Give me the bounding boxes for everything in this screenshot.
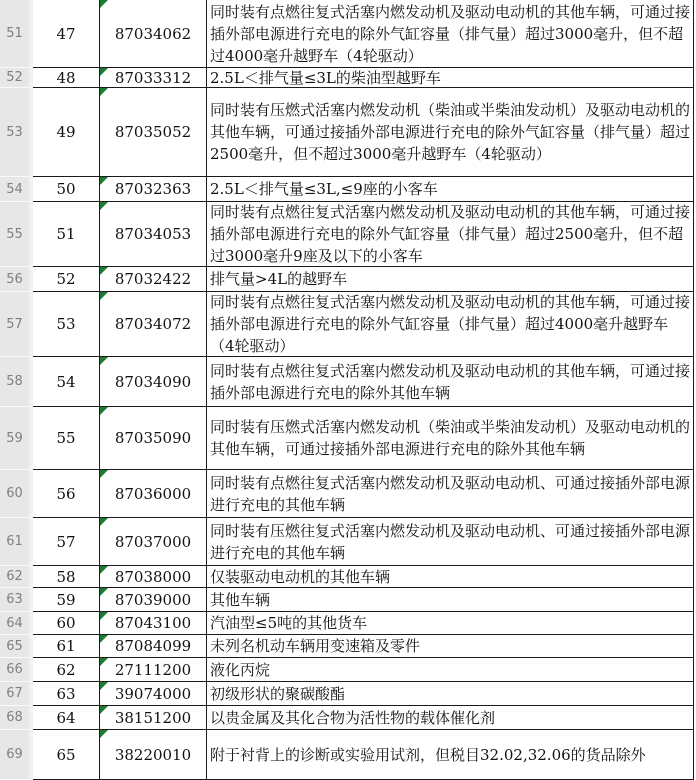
hs-code-text: 87084099 <box>114 637 192 655</box>
description-cell[interactable]: 汽油型≤5吨的其他货车 <box>207 612 694 635</box>
hs-code-text: 87043100 <box>114 614 192 632</box>
excel-row-header[interactable]: 55 <box>0 202 33 267</box>
sequence-number-cell[interactable]: 58 <box>33 566 100 588</box>
error-indicator-triangle-icon <box>100 566 108 574</box>
excel-row-header[interactable]: 54 <box>0 177 33 202</box>
error-indicator-triangle-icon <box>100 68 108 76</box>
error-indicator-triangle-icon <box>100 682 108 690</box>
error-indicator-triangle-icon <box>100 0 108 8</box>
hs-code-text: 87034090 <box>114 372 192 391</box>
description-cell[interactable]: 同时装有压燃式活塞内燃发动机（柴油或半柴油发动机）及驱动电动机的其他车辆，可通过接插外部电源进行充电的除外气缸容量（排气量）超过2500毫升，但不超过3000毫升越野车（4轮驱动） <box>207 88 694 177</box>
error-indicator-triangle-icon <box>100 292 108 300</box>
table-row <box>0 357 694 407</box>
excel-row-header[interactable]: 62 <box>0 566 33 588</box>
description-cell[interactable]: 同时装有点燃往复式活塞内燃发动机及驱动电动机的其他车辆，可通过接插外部电源进行充电的除外其他车辆 <box>207 357 694 407</box>
excel-row-header[interactable]: 67 <box>0 682 33 706</box>
table-row <box>0 0 694 68</box>
error-indicator-triangle-icon <box>100 407 108 415</box>
error-indicator-triangle-icon <box>100 612 108 620</box>
hs-code-cell[interactable] <box>100 470 207 518</box>
sequence-number-cell[interactable]: 56 <box>33 470 100 518</box>
sequence-number-cell[interactable]: 47 <box>33 0 100 68</box>
description-cell[interactable]: 同时装有点燃往复式活塞内燃发动机及驱动电动机的其他车辆，可通过接插外部电源进行充电的除外气缸容量（排气量）超过3000毫升，但不超过4000毫升越野车（4轮驱动） <box>207 0 694 68</box>
error-indicator-triangle-icon <box>100 635 108 643</box>
hs-code-cell[interactable] <box>100 357 207 407</box>
sequence-number-cell[interactable]: 51 <box>33 202 100 267</box>
table-row <box>0 202 694 267</box>
hs-code-text: 87034053 <box>114 225 192 243</box>
table-row <box>0 470 694 518</box>
description-cell[interactable]: 同时装有压燃式活塞内燃发动机（柴油或半柴油发动机）及驱动电动机的其他车辆，可通过接插外部电源进行充电的除外其他车辆 <box>207 407 694 470</box>
excel-row-header[interactable]: 52 <box>0 68 33 88</box>
excel-row-header[interactable]: 63 <box>0 588 33 612</box>
hs-code-text: 38151200 <box>114 708 192 727</box>
error-indicator-triangle-icon <box>100 267 108 275</box>
hs-code-text: 27111200 <box>114 660 192 679</box>
table-row <box>0 68 694 88</box>
description-cell[interactable]: 液化丙烷 <box>207 658 694 682</box>
table-row <box>0 177 694 202</box>
error-indicator-triangle-icon <box>100 357 108 365</box>
excel-row-header[interactable]: 59 <box>0 407 33 470</box>
hs-code-cell[interactable] <box>100 177 207 202</box>
table-row <box>0 635 694 658</box>
sequence-number-cell[interactable]: 49 <box>33 88 100 177</box>
sequence-number-cell[interactable]: 61 <box>33 635 100 658</box>
hs-code-cell[interactable] <box>100 566 207 588</box>
error-indicator-triangle-icon <box>100 518 108 526</box>
excel-row-header[interactable]: 56 <box>0 267 33 292</box>
description-cell[interactable]: 2.5L＜排气量≤3L的柴油型越野车 <box>207 68 694 88</box>
description-cell[interactable]: 同时装有点燃往复式活塞内燃发动机及驱动电动机的其他车辆，可通过接插外部电源进行充电的除外气缸容量（排气量）超过2500毫升，但不超过3000毫升9座及以下的小客车 <box>207 202 694 267</box>
hs-code-cell[interactable] <box>100 730 207 780</box>
sequence-number-cell[interactable]: 59 <box>33 588 100 612</box>
table-row <box>0 588 694 612</box>
hs-code-text: 87034072 <box>114 315 192 333</box>
sequence-number-cell[interactable]: 62 <box>33 658 100 682</box>
sequence-number-cell[interactable]: 64 <box>33 706 100 730</box>
description-cell[interactable]: 附于衬背上的诊断或实验用试剂，但税目32.02,32.06的货品除外 <box>207 730 694 780</box>
table-row <box>0 267 694 292</box>
table-row <box>0 612 694 635</box>
sequence-number-cell[interactable]: 50 <box>33 177 100 202</box>
sequence-number-cell[interactable]: 65 <box>33 730 100 780</box>
hs-code-text: 87033312 <box>114 68 192 87</box>
description-cell[interactable]: 同时装有压燃往复式活塞内燃发动机及驱动电动机、可通过接插外部电源进行充电的其他车辆 <box>207 518 694 566</box>
excel-row-header[interactable]: 53 <box>0 88 33 177</box>
description-cell[interactable]: 其他车辆 <box>207 588 694 612</box>
sequence-number-cell[interactable]: 54 <box>33 357 100 407</box>
hs-code-cell[interactable] <box>100 635 207 658</box>
sequence-number-cell[interactable]: 53 <box>33 292 100 357</box>
excel-row-header[interactable]: 69 <box>0 730 33 780</box>
hs-code-text: 87036000 <box>114 484 192 503</box>
error-indicator-triangle-icon <box>100 470 108 478</box>
hs-code-text: 87035090 <box>114 429 192 447</box>
excel-row-header[interactable]: 57 <box>0 292 33 357</box>
excel-row-header[interactable]: 58 <box>0 357 33 407</box>
hs-code-text: 87035052 <box>114 123 192 141</box>
table-row <box>0 407 694 470</box>
hs-code-text: 87034062 <box>114 24 192 43</box>
hs-code-text: 87032363 <box>114 180 192 198</box>
excel-row-header[interactable]: 65 <box>0 635 33 658</box>
description-cell[interactable]: 初级形状的聚碳酸酯 <box>207 682 694 706</box>
excel-row-header[interactable]: 51 <box>0 0 33 68</box>
error-indicator-triangle-icon <box>100 88 108 96</box>
excel-row-header[interactable]: 61 <box>0 518 33 566</box>
description-cell[interactable]: 2.5L＜排气量≤3L,≤9座的小客车 <box>207 177 694 202</box>
sequence-number-cell[interactable]: 55 <box>33 407 100 470</box>
hs-code-cell[interactable] <box>100 518 207 566</box>
hs-code-cell[interactable] <box>100 407 207 470</box>
sequence-number-cell[interactable]: 52 <box>33 267 100 292</box>
error-indicator-triangle-icon <box>100 588 108 596</box>
table-row <box>0 658 694 682</box>
hs-code-cell[interactable] <box>100 588 207 612</box>
table-row <box>0 566 694 588</box>
table-row <box>0 88 694 177</box>
hs-code-cell[interactable] <box>100 267 207 292</box>
hs-code-cell[interactable] <box>100 682 207 706</box>
hs-code-cell[interactable] <box>100 658 207 682</box>
description-cell[interactable]: 同时装有点燃往复式活塞内燃发动机及驱动电动机的其他车辆，可通过接插外部电源进行充电的除外气缸容量（排气量）超过4000毫升越野车（4轮驱动） <box>207 292 694 357</box>
table-row <box>0 682 694 706</box>
excel-row-header[interactable]: 66 <box>0 658 33 682</box>
error-indicator-triangle-icon <box>100 177 108 185</box>
table-row <box>0 730 694 780</box>
hs-code-cell[interactable] <box>100 292 207 357</box>
description-cell[interactable]: 仅装驱动电动机的其他车辆 <box>207 566 694 588</box>
hs-code-cell[interactable] <box>100 202 207 267</box>
excel-row-header[interactable]: 64 <box>0 612 33 635</box>
table-row <box>0 706 694 730</box>
error-indicator-triangle-icon <box>100 730 108 738</box>
error-indicator-triangle-icon <box>100 706 108 714</box>
table-row <box>0 518 694 566</box>
hs-code-text: 87032422 <box>114 270 192 288</box>
description-cell[interactable]: 以贵金属及其化合物为活性物的载体催化剂 <box>207 706 694 730</box>
description-cell[interactable]: 同时装有点燃往复式活塞内燃发动机及驱动电动机、可通过接插外部电源进行充电的其他车辆 <box>207 470 694 518</box>
hs-code-text: 87038000 <box>114 567 192 586</box>
error-indicator-triangle-icon <box>100 202 108 210</box>
excel-row-header[interactable]: 60 <box>0 470 33 518</box>
hs-code-text: 87039000 <box>114 590 192 609</box>
hs-code-cell[interactable] <box>100 88 207 177</box>
sequence-number-cell[interactable]: 48 <box>33 68 100 88</box>
description-cell[interactable]: 排气量>4L的越野车 <box>207 267 694 292</box>
hs-code-cell[interactable] <box>100 612 207 635</box>
description-cell[interactable]: 未列名机动车辆用变速箱及零件 <box>207 635 694 658</box>
hs-code-cell[interactable] <box>100 0 207 68</box>
sequence-number-cell[interactable]: 60 <box>33 612 100 635</box>
sequence-number-cell[interactable]: 57 <box>33 518 100 566</box>
excel-row-header[interactable]: 68 <box>0 706 33 730</box>
hs-code-text: 87037000 <box>114 532 192 551</box>
hs-code-text: 39074000 <box>114 684 192 703</box>
sequence-number-cell[interactable]: 63 <box>33 682 100 706</box>
hs-code-cell[interactable] <box>100 68 207 88</box>
hs-code-text: 38220010 <box>114 745 192 764</box>
table-row <box>0 292 694 357</box>
error-indicator-triangle-icon <box>100 658 108 666</box>
hs-code-cell[interactable] <box>100 706 207 730</box>
